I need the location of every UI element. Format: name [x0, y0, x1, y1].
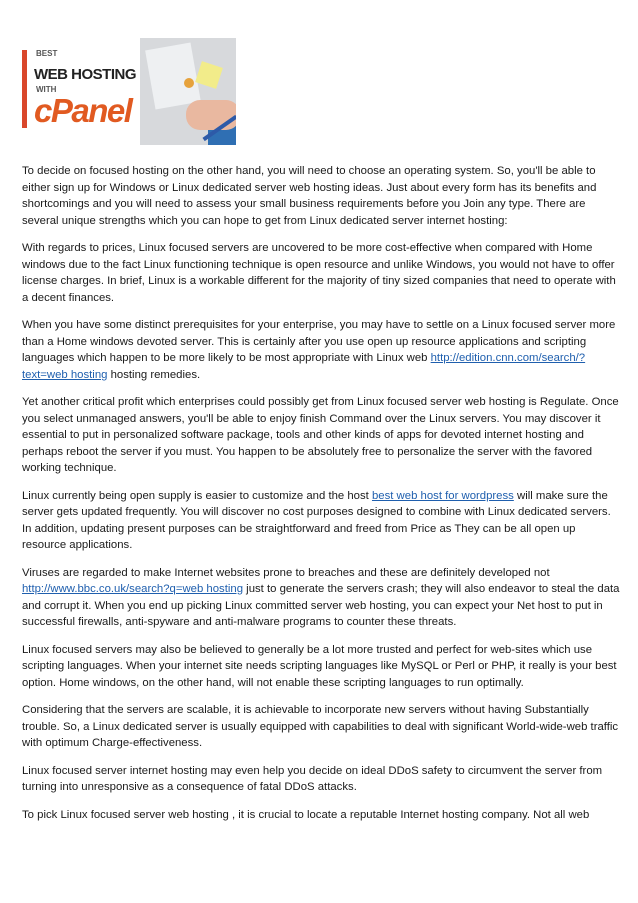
paragraph-7: Linux focused servers may also be believed to generally be a lot more trusted and perfect for web-sites which use scripting languages. When your internet site needs scripting languages like MySQL or Perl or PHP, it really is your best option. Home windows, on the other hand, will not enable these scripting languages to run optimally. — [22, 643, 617, 689]
cnn-search-link[interactable]: http://edition.cnn.com/search/?text=web hosting — [22, 352, 586, 381]
hero-hand — [186, 100, 236, 130]
cpanel-logo: cPanel — [34, 92, 132, 129]
paragraph-10: To pick Linux focused server web hosting , it is crucial to locate a reputable Internet hosting company. Not all web — [22, 808, 590, 821]
hero-title: WEB HOSTING — [34, 66, 136, 83]
paragraph-9: Linux focused server internet hosting may even help you decide on ideal DDoS safety to circumvent the server from turning into unresponsive as a consequence of fatal DDoS attacks. — [22, 764, 603, 793]
paragraph-2: With regards to prices, Linux focused servers are uncovered to be more cost-effective when compared with Home windows due to the fact Linux functioning technique is open resource and unlike Windows, you would not have to offer license charges. In brief, Linux is a workable different for the majority of tiny sized companies that need to operate with a decent finances. — [22, 242, 616, 304]
hero-accent-bar — [22, 50, 27, 128]
paragraph-5: Linux currently being open supply is easier to customize and the host best web host for wordpress will make sure the server gets updated frequently. You will discover no cost purposes designed to combine with Linux dedicated servers. In addition, updating present purposes can be straightforward and freed from Price as They can be all open up resource applications. — [22, 489, 611, 551]
hero-pie-chart — [184, 78, 194, 88]
paragraph-6: Viruses are regarded to make Internet websites prone to breaches and these are definitely developed not http://www.bbc.co.uk/search?q=web hosting just to generate the servers crash; they will also endeavor to steal the data and corrupt it. When you end up picking Linux committed server web hosting, you can expect your Net host to put in successful firewalls, anti-spyware and anti-malware programs to counter these threats. — [22, 566, 620, 628]
hero-sticky-note — [195, 61, 223, 89]
paragraph-1: To decide on focused hosting on the other hand, you will need to choose an operating system. So, you'll be able to either sign up for Windows or Linux dedicated server web hosting ideas. Just about every form has its benefits and shortcomings and you will need to assess your small business requirements before you Join any type. There are several unique strengths which you can hope to get from Linux dedicated server internet hosting: — [22, 165, 597, 227]
wordpress-host-link[interactable]: best web host for wordpress — [371, 489, 514, 502]
paragraph-8: Considering that the servers are scalable, it is achievable to incorporate new servers without having Substantially trouble. So, a Linux dedicated server is usually equipped with capabilities to deal with significant World-wide-web traffic with optimum Charge-effectiveness. — [22, 704, 619, 749]
hero-paper — [145, 42, 201, 109]
hero-image — [22, 38, 236, 145]
hero-best-text: BEST — [36, 49, 58, 58]
bbc-search-link[interactable]: http://www.bbc.co.uk/search?q=web hosting — [22, 583, 244, 595]
paragraph-4: Yet another critical profit which enterprises could possibly get from Linux focused server web hosting is Regulate. Once you select unmanaged answers, you'll be able to enjoy finish Command over the Linux servers. You may discover it essential to put in personalized software package, tools and other kinds of apps for devoted internet hosting and perhaps reboot the server if you must. You happen to be absolutely free to personalize the server with the favored working technique. — [22, 396, 619, 474]
article-body — [22, 163, 620, 834]
hero-with-text: WITH — [36, 85, 57, 94]
paragraph-3: When you have some distinct prerequisites for your enterprise, you may have to settle on a Linux focused server more than a Home windows devoted server. This is certainly after you use open up resource applications and scripting languages which happen to be more likely to be most appropriate with Linux web http://edition.cnn.com/search/?text=web hosting hosting remedies. — [22, 319, 616, 381]
